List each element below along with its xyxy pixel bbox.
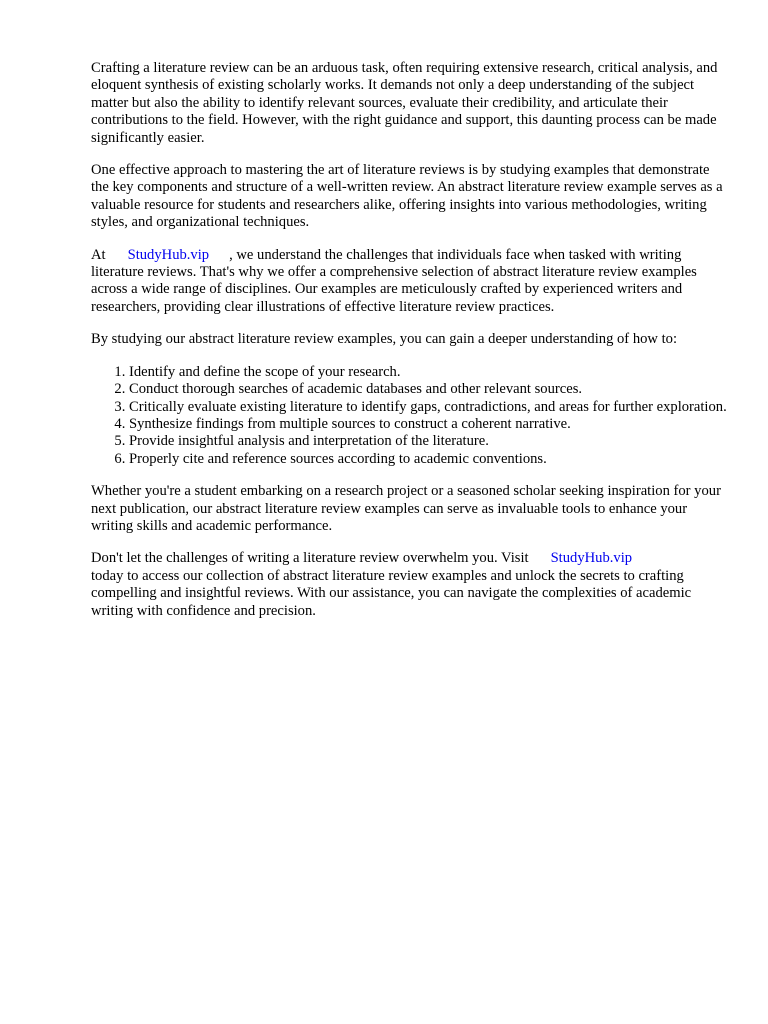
studyhub-paragraph [91,247,731,317]
list-item: 5. Provide insightful analysis and interpretation of the literature. [129,433,731,450]
intro-paragraph: Crafting a literature review can be an arduous task, often requiring extensive research, critical analysis, and eloquent synthesis of existing scholarly works. It demands not only a deep understanding of the subject matter but also the ability to identify relevant sources, evaluate their credibility, and articulate their contributions to the field. However, with the right guidance and support, this daunting process can be made significantly easier. [91,60,718,146]
audience-paragraph: Whether you're a student embarking on a research project or a seasoned scholar seeking inspiration for your next publication, our abstract literature review examples can serve as invaluable tools to enhance your writing skills and academic performance. [91,483,721,534]
benefits-list [91,364,731,468]
call-to-action-paragraph [91,550,731,620]
list-item: 4. Synthesize findings from multiple sources to construct a coherent narrative. [129,416,731,433]
call-to-action-text: today to access our collection of abstract literature review examples and unlock the secrets to crafting compelling and insightful reviews. With our assistance, you can navigate the complexities of academic writing with confidence and precision. [91,567,692,619]
studyhub-visit-link[interactable]: StudyHub.vip [550,550,633,567]
list-item: 2. Conduct thorough searches of academic databases and other relevant sources. [129,381,731,398]
list-item: 3. Critically evaluate existing literature to identify gaps, contradictions, and areas for further exploration. [129,399,731,416]
at-text: At [91,246,106,263]
document-page [91,60,731,635]
list-item: 6. Properly cite and reference sources according to academic conventions. [129,451,731,468]
list-intro-paragraph: By studying our abstract literature review examples, you can gain a deeper understanding of how to: [91,331,678,348]
studyhub-link[interactable]: StudyHub.vip [127,246,210,263]
studyhub-paragraph-text: , we understand the challenges that individuals face when tasked with writing literature reviews. That's why we offer a comprehensive selection of abstract literature review examples across a wide range of disciplines. Our examples are meticulously crafted by experienced writers and researchers, providing clear illustrations of effective literature review practices. [91,246,697,315]
list-item: 1. Identify and define the scope of your research. [129,364,731,381]
visit-text: Don't let the challenges of writing a literature review overwhelm you. Visit [91,550,529,567]
approach-paragraph: One effective approach to mastering the art of literature reviews is by studying examples that demonstrate the key components and structure of a well-written review. An abstract literature review example serves as a valuable resource for students and researchers alike, offering insights into various methodologies, writing styles, and organizational techniques. [91,162,723,231]
